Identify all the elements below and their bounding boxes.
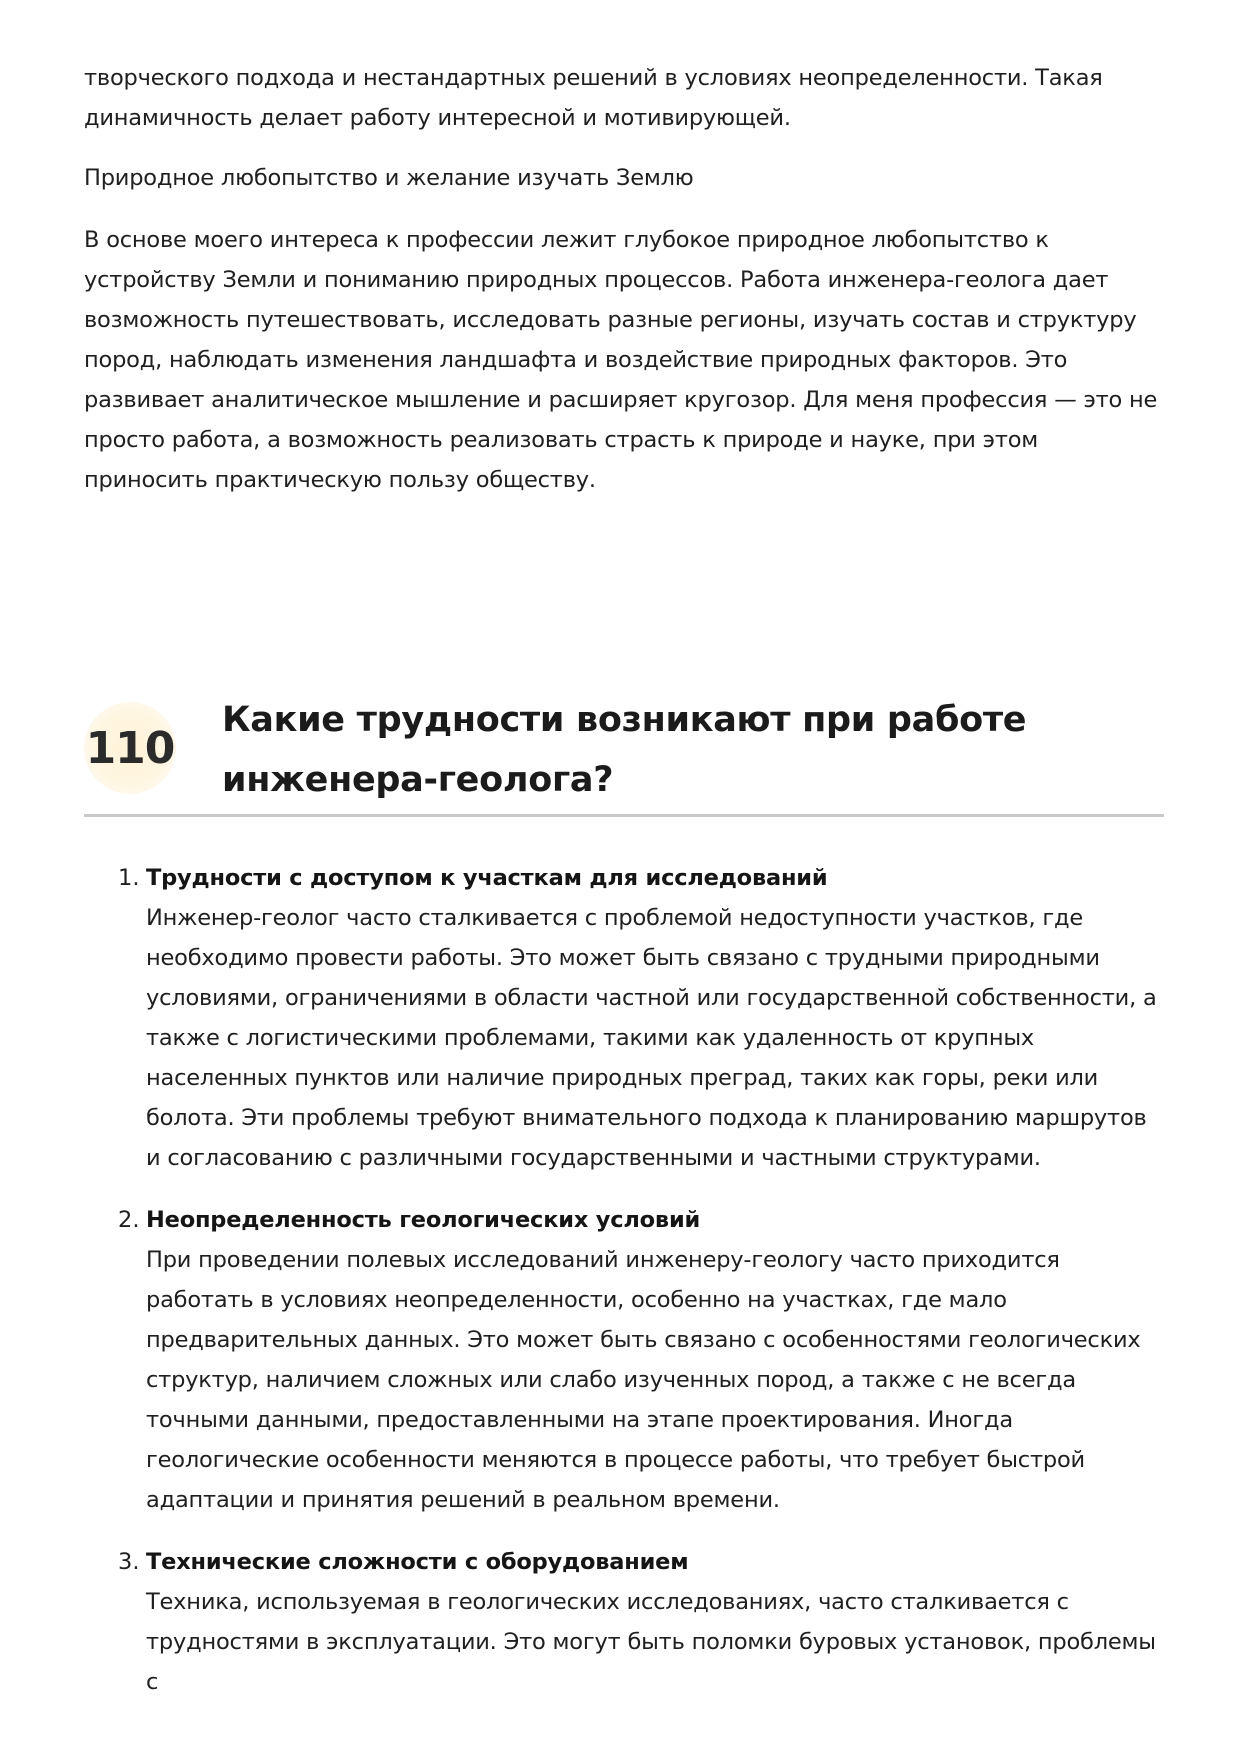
- section-subheading: Природное любопытство и желание изучать Землю: [84, 165, 694, 191]
- list-item-title: Неопределенность геологических условий: [146, 1207, 701, 1233]
- question-title: Какие трудности возникают при работе инженера-геолога?: [222, 700, 1027, 800]
- list-item-number: 2.: [118, 1207, 140, 1233]
- question-header: [84, 690, 1164, 816]
- list-item: [84, 858, 1164, 1178]
- list-item: [84, 1542, 1164, 1702]
- list-item-title: Трудности с доступом к участкам для исследований: [146, 865, 828, 891]
- list-item-text: Инженер-геолог часто сталкивается с проблемой недоступности участков, где необходимо провести работы. Это может быть связано с трудными природными условиями, ограничениями в области частной или государственной собственности, а также с логистическими проблемами, такими как удаленность от крупных населенных пунктов или наличие природных преград, таких как горы, реки или болота. Эти проблемы требуют внимательного подхода к планированию маршрутов и согласованию с различными государственными и частными структурами.: [146, 905, 1157, 1171]
- list-item-text: Техника, используемая в геологических исследованиях, часто сталкивается с трудностями в эксплуатации. Это могут быть поломки буровых установок, проблемы с: [146, 1589, 1156, 1695]
- intro-paragraph: В основе моего интереса к профессии лежит глубокое природное любопытство к устройству Земли и пониманию природных процессов. Работа инженера-геолога дает возможность путешествовать, исследовать разные регионы, изучать состав и структуру пород, наблюдать изменения ландшафта и воздействие природных факторов. Это развивает аналитическое мышление и расширяет кругозор. Для меня профессия — это не просто работа, а возможность реализовать страсть к природе и науке, при этом приносить практическую пользу обществу.: [84, 227, 1158, 493]
- list-item: [84, 1200, 1164, 1520]
- difficulties-list: [84, 858, 1164, 1724]
- list-item-title: Технические сложности с оборудованием: [146, 1549, 689, 1575]
- intro-paragraph-end: творческого подхода и нестандартных решений в условиях неопределенности. Такая динамичность делает работу интересной и мотивирующей.: [84, 65, 1103, 131]
- list-item-text: При проведении полевых исследований инженеру-геологу часто приходится работать в условиях неопределенности, особенно на участках, где мало предварительных данных. Это может быть связано с особенностями геологических структур, наличием сложных или слабо изученных пород, а также с не всегда точными данными, предоставленными на этапе проектирования. Иногда геологические особенности меняются в процессе работы, что требует быстрой адаптации и принятия решений в реальном времени.: [146, 1247, 1141, 1513]
- list-item-number: 3.: [118, 1549, 140, 1575]
- question-number-badge: 110: [84, 702, 176, 794]
- document-body: [84, 58, 1164, 500]
- question-divider: [84, 814, 1164, 817]
- list-item-number: 1.: [118, 865, 140, 891]
